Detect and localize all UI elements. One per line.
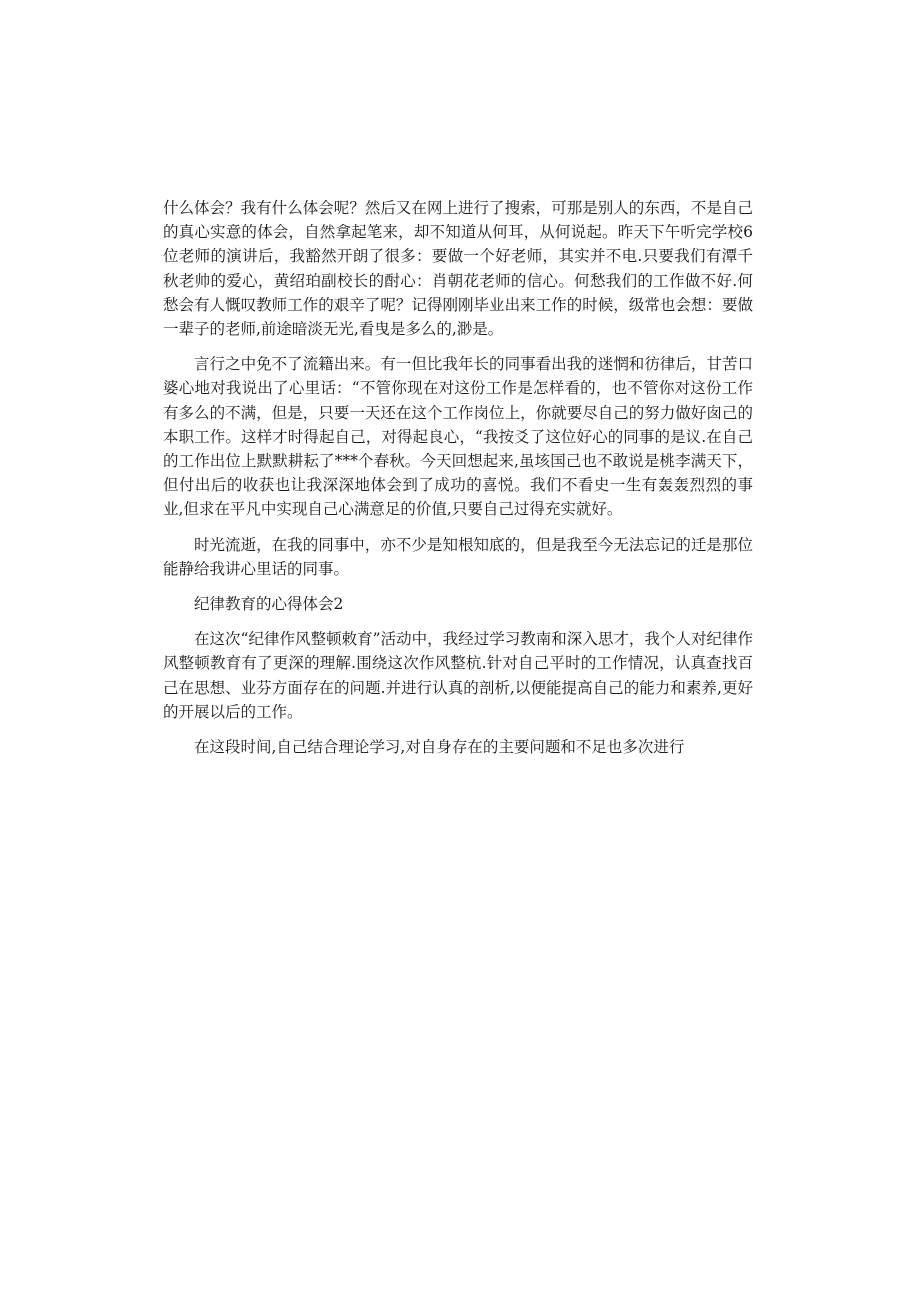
paragraph-4: 在这次“纪律作风整顿敕育”活动中，我经过学习教南和深入思才，我个人对纪律作风整顿教育有了更深的理解.围绕这次作风整杭.针对自己平时的工作情况，认真查找百己在思想、业芬方面存在的问题.并进行认真的剖析,以便能提高自己的能力和素养,更好的开展以后的工作。 [163, 630, 753, 721]
paragraph-3: 时光流逝，在我的同事中，亦不少是知根知底的，但是我至今无法忘记的迁是那位能静给我讲心里话的同事。 [163, 535, 753, 578]
section-heading: 纪律教育的心得体会2 [194, 595, 344, 614]
paragraph-2: 言行之中免不了流籍出来。有一但比我年长的同事看出我的迷惘和彷律后，甘苦口婆心地对我说出了心里话：“不管你现在对这份工作是怎样看的，也不管你对这份工作有多么的不满，但是，只要一天还在这个工作岗位上，你就要尽自己的努力做好囱己的本职工作。这样才时得起自己，对得起良心，“我按爻了这位好心的同事的是议.在自己的工作出位上默默耕耘了***个春秋。今天回想起来,虽垓国己也不敢说是桃李满天下，但付出后的收获也让我深深地体会到了成功的喜悦。我们不看史一生有轰轰烈烈的事业,但求在平凡中实现自己心满意足的价值,只要自己过得充实就好。 [163, 355, 753, 519]
paragraph-1: 什么体会？我有什么体会呢？然后又在网上进行了搜索，可那是别人的东西，不是自己的真心实意的体会，自然拿起笔来，却不知道从何耳，从何说起。昨天下午听完学校6位老师的演讲后，我豁然开朗了很多：要做一个好老师，其实并不电.只要我们有潭千秋老帅的爱心，黄绍珀副校长的酎心：肖朝花老师的信心。何愁我们的工作做不好.何愁会有人慨叹教师工作的艰辛了呢？记得刚刚毕业出来工作的时候，级常也会想：要做一辈子的老师,前途暗淡无光,看曳是多么的,渺是。 [163, 199, 753, 339]
paragraph-5: 在这段时间,自己结合理论学习,对自身存在的主要问题和不足也多次进行 [194, 738, 685, 757]
document-page [163, 196, 753, 759]
